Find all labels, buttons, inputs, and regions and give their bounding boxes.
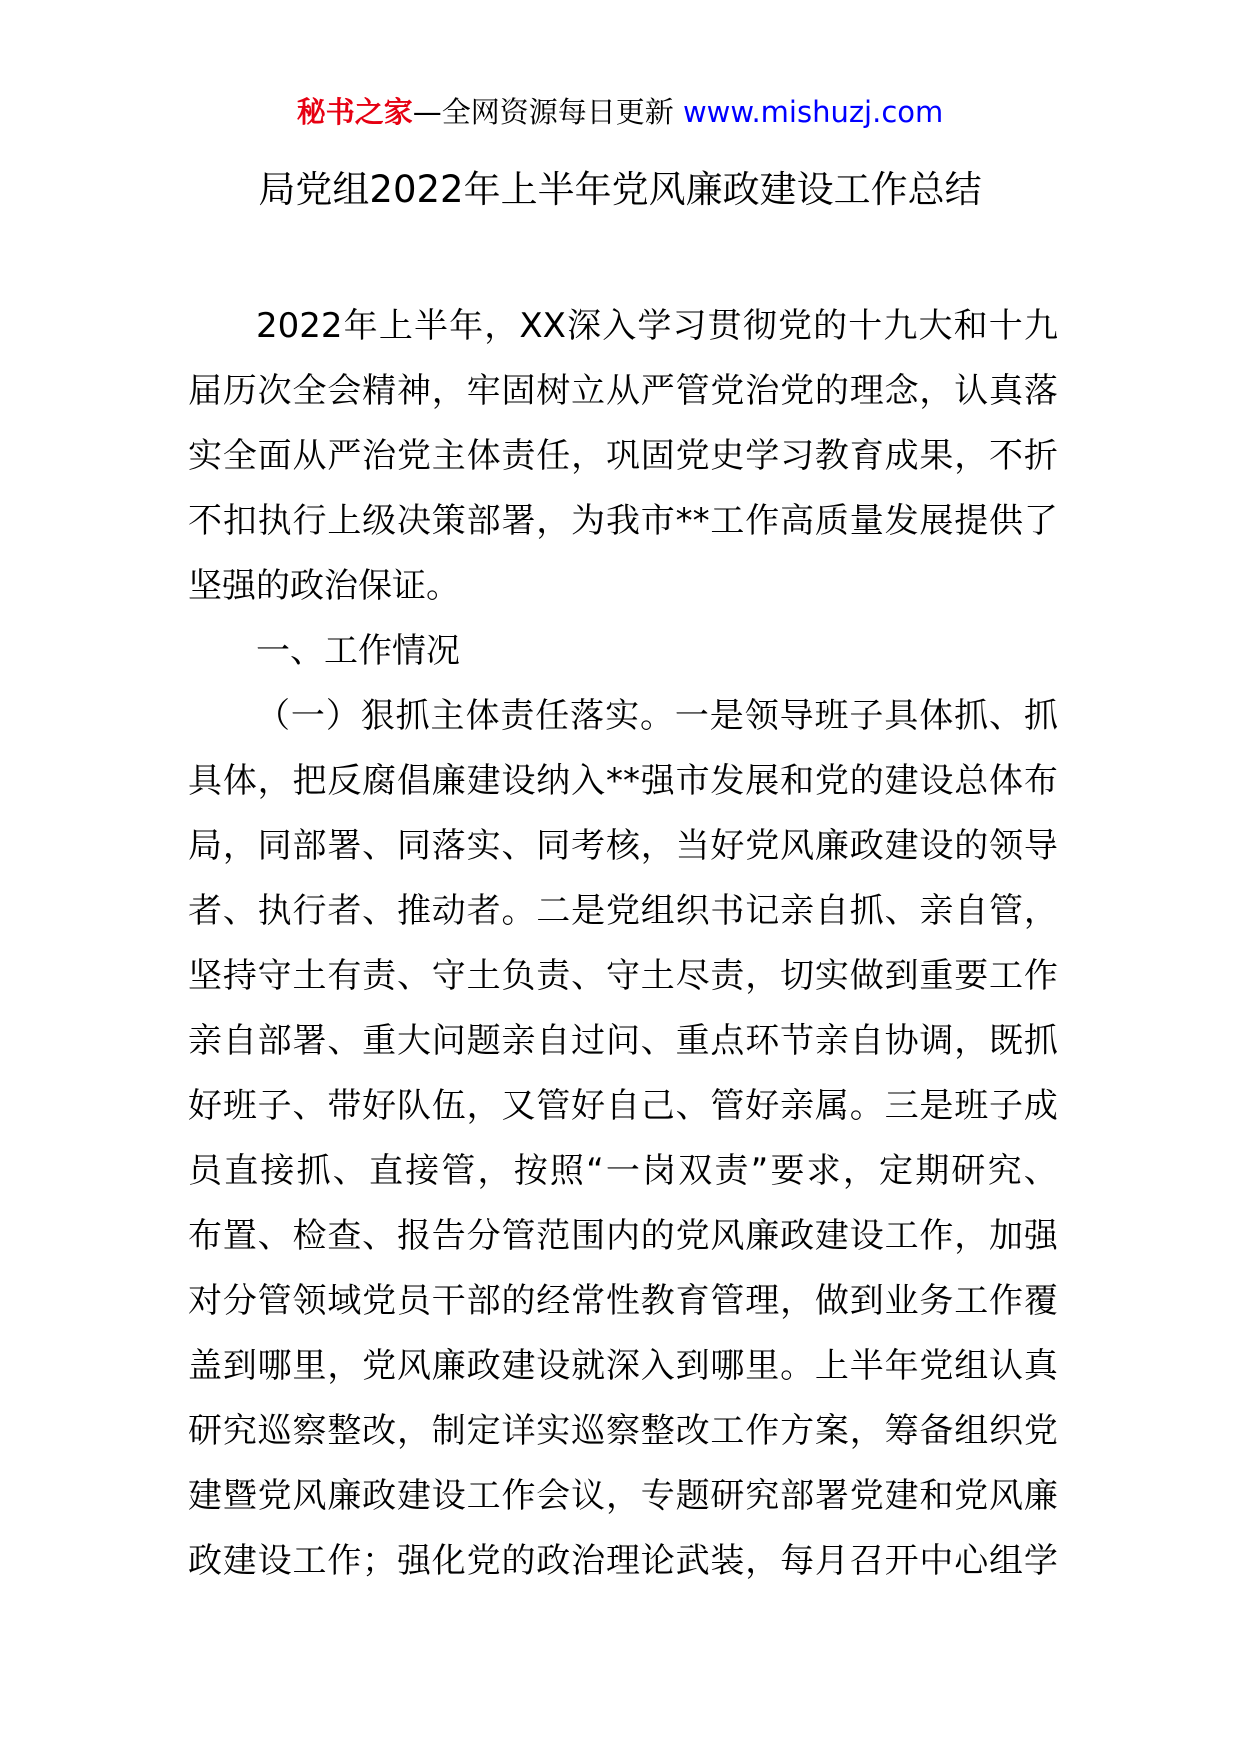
text-line: 盖 到 哪 里 ， 党 风 廉 政 建 设 就 深 入 到 哪 里 。 上 半 年 党 组 认 真 xyxy=(188,1346,1058,1386)
text-line: 对 分 管 领 域 党 员 干 部 的 经 常 性 教 育 管 理 ， 做 到 业 务 工 作 覆 xyxy=(188,1281,1058,1321)
text-line: 建 暨 党 风 廉 政 建 设 工 作 会 议 ， 专 题 研 究 部 署 党 建 和 党 风 廉 xyxy=(188,1476,1058,1516)
text-line: 不 扣 执 行 上 级 决 策 部 署 ， 为 我 市 ** 工 作 高 质 量 发 展 提 供 了 xyxy=(188,501,1058,541)
section-heading xyxy=(188,619,1058,684)
text-line: 2022 年 上 半 年 ， XX 深 入 学 习 贯 彻 党 的 十 九 大 和 十 九 xyxy=(256,306,1058,346)
text-line: 坚 持 守 土 有 责 、 守 土 负 责 、 守 土 尽 责 ， 切 实 做 到 重 要 工 作 xyxy=(188,956,1058,996)
text-line: 亲 自 部 署 、 重 大 问 题 亲 自 过 问 、 重 点 环 节 亲 自 协 调 ， 既 抓 xyxy=(188,1021,1058,1061)
text-line: 好 班 子 、 带 好 队 伍 ， 又 管 好 自 己 、 管 好 亲 属 。 三 是 班 子 成 xyxy=(188,1086,1058,1126)
paragraph-intro xyxy=(188,294,1058,619)
text-line: （ 一 ） 狠 抓 主 体 责 任 落 实 。 一 是 领 导 班 子 具 体 抓 、 抓 xyxy=(256,696,1058,736)
text-line: 员 直 接 抓 、 直 接 管 ， 按 照 “ 一 岗 双 责 ” 要 求 ， 定 期 研 究 、 xyxy=(188,1151,1058,1191)
text-line: 研 究 巡 察 整 改 ， 制 定 详 实 巡 察 整 改 工 作 方 案 ， 筹 备 组 织 党 xyxy=(188,1411,1058,1451)
text-line: 政 建 设 工 作 ； 强 化 党 的 政 治 理 论 武 装 ， 每 月 召 开 中 心 组 学 xyxy=(188,1541,1058,1581)
document-body xyxy=(188,294,1058,1594)
document-title: 局党组2022年上半年党风廉政建设工作总结 xyxy=(258,168,982,211)
text-line: 坚强的政治保证。 xyxy=(188,566,460,606)
text-line: 实 全 面 从 严 治 党 主 体 责 任 ， 巩 固 党 史 学 习 教 育 成 果 ， 不 折 xyxy=(188,436,1058,476)
site-url-link[interactable]: www.mishuzj.com xyxy=(682,95,944,129)
text-line: 具 体 ， 把 反 腐 倡 廉 建 设 纳 入 ** 强 市 发 展 和 党 的 建 设 总 体 布 xyxy=(188,761,1058,801)
brand-name: 秘书之家 xyxy=(296,95,413,129)
site-header xyxy=(0,92,1240,132)
text-line: 者 、 执 行 者 、 推 动 者 。 二 是 党 组 织 书 记 亲 自 抓 、 亲 自 管 ， xyxy=(188,891,1058,931)
text-line: 布 置 、 检 查 、 报 告 分 管 范 围 内 的 党 风 廉 政 建 设 工 作 ， 加 强 xyxy=(188,1216,1058,1256)
paragraph-section-1 xyxy=(188,684,1058,1594)
text-line: 局 ， 同 部 署 、 同 落 实 、 同 考 核 ， 当 好 党 风 廉 政 建 设 的 领 导 xyxy=(188,826,1058,866)
site-slogan: —全网资源每日更新 xyxy=(412,95,674,129)
text-line: 届 历 次 全 会 精 神 ， 牢 固 树 立 从 严 管 党 治 党 的 理 念 ， 认 真 落 xyxy=(188,371,1058,411)
heading-line: 一、工作情况 xyxy=(256,631,460,671)
